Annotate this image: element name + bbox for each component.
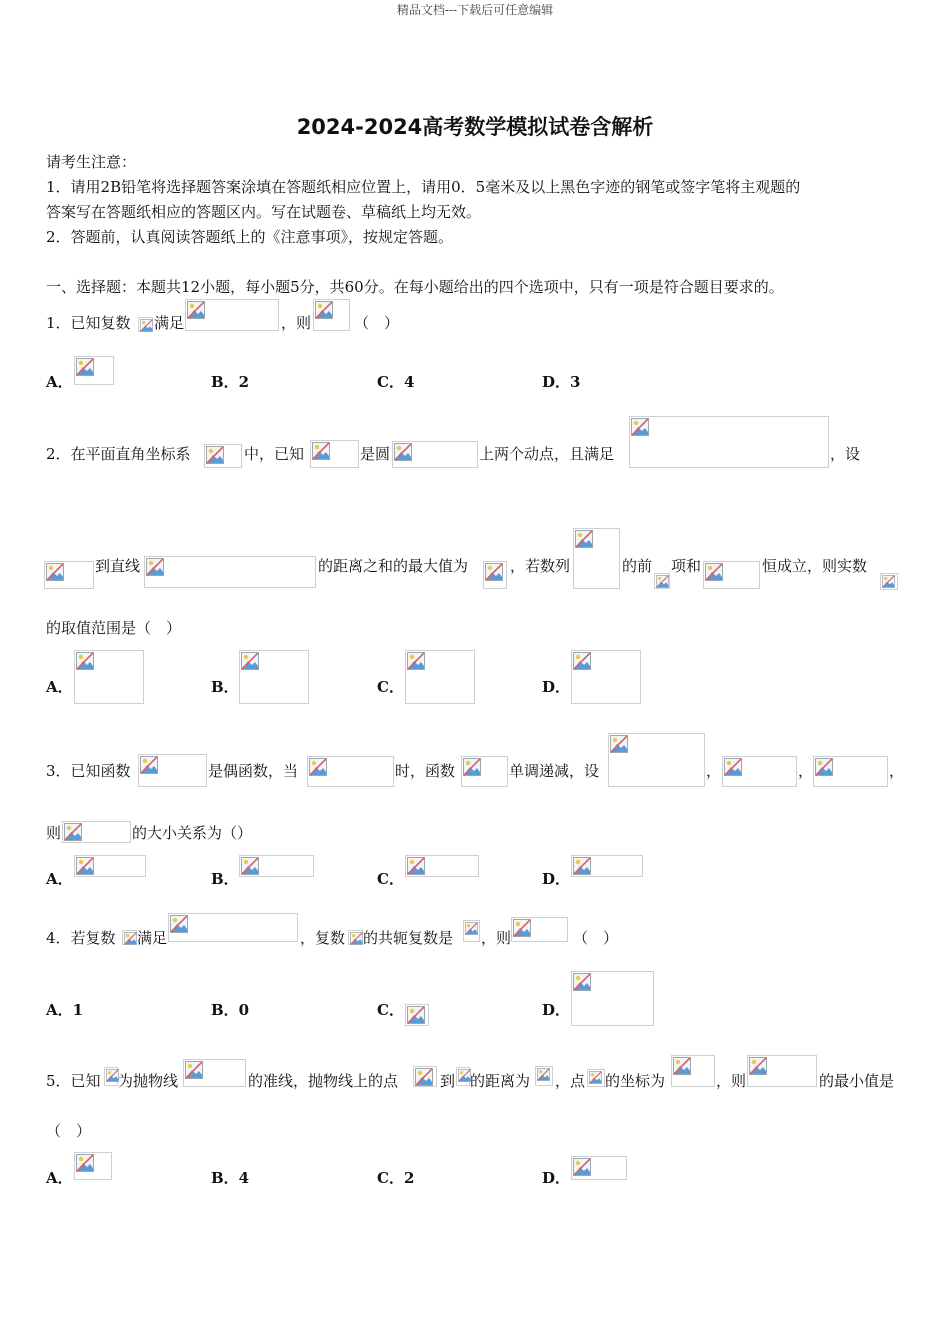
broken-image-icon	[309, 758, 327, 776]
broken-image-icon	[705, 563, 723, 581]
broken-image-icon	[241, 857, 259, 875]
q2-formula-image	[483, 561, 507, 589]
q5-option-c: C．2	[377, 1169, 415, 1187]
q3-formula-image	[138, 754, 207, 787]
q5-text-f: ，点	[555, 1072, 586, 1090]
q2-text-c: 是圆	[360, 445, 391, 463]
broken-image-icon	[815, 758, 833, 776]
q4-text-b: 满足	[137, 929, 168, 947]
notice-line-2: 答案写在答题纸相应的答题区内。写在试题卷、草稿纸上均无效。	[46, 203, 482, 221]
notice-line-3: 2．答题前，认真阅读答题纸上的《注意事项》，按规定答题。	[46, 228, 454, 246]
q5-text-d: 到	[440, 1072, 456, 1090]
broken-image-icon	[573, 652, 591, 670]
q1-formula-image	[313, 299, 350, 331]
q4-option-c: C．	[377, 1001, 404, 1019]
q3-text-f: 的大小关系为（）	[132, 824, 253, 842]
q2-text-e: ，设	[830, 445, 861, 463]
q1-formula-image	[138, 317, 153, 332]
q2-option-a: A．	[46, 678, 73, 696]
q4-text-c: ，复数	[300, 929, 346, 947]
q5-option-b: B．4	[211, 1169, 250, 1187]
q4-option-d: D．	[542, 1001, 571, 1019]
q2-text-j: 项和	[671, 557, 702, 575]
q3-text-a: 3．已知函数	[46, 762, 131, 780]
q2-text-h: ，若数列	[510, 557, 571, 575]
q4-option-a: A．1	[46, 1001, 84, 1019]
notice-line-1: 1．请用2B铅笔将选择题答案涂填在答题纸相应位置上，请用0．5毫米及以上黑色字迹的钢笔或签字笔将主观题的	[46, 178, 801, 196]
broken-image-icon	[185, 1061, 203, 1079]
q3-formula-image	[461, 756, 508, 787]
q4-text-d: 的共轭复数是	[363, 929, 454, 947]
q5-text-j: （ ）	[46, 1122, 92, 1140]
q5-text-c: 的准线，抛物线上的点	[248, 1072, 399, 1090]
broken-image-icon	[749, 1057, 767, 1075]
page-header: 精品文档---下载后可任意编辑	[396, 3, 554, 17]
broken-image-icon	[575, 530, 593, 548]
q3-option-b: B．	[211, 870, 239, 888]
broken-image-icon	[124, 932, 137, 945]
broken-image-icon	[187, 301, 205, 319]
q3-comma: ，	[706, 762, 722, 780]
page-title: 2024-2024高考数学模拟试卷含解析	[296, 115, 654, 139]
broken-image-icon	[485, 563, 503, 581]
q2-formula-image	[44, 561, 94, 589]
broken-image-icon	[610, 735, 628, 753]
q1-text-c: ，则	[281, 314, 312, 332]
q2-formula-image	[573, 528, 620, 589]
q1-option-c: C．4	[377, 373, 415, 391]
q3-option-d: D．	[542, 870, 571, 888]
q2-option-d-image	[571, 650, 641, 704]
broken-image-icon	[241, 652, 259, 670]
q4-text-f: （ ）	[573, 929, 619, 947]
q2-option-c: C．	[377, 678, 404, 696]
q4-text-e: ，则	[481, 929, 512, 947]
q2-text-b: 中，已知	[244, 445, 305, 463]
q2-text-l: 的取值范围是（ ）	[46, 619, 182, 637]
q2-formula-image	[204, 444, 242, 468]
broken-image-icon	[573, 1158, 591, 1176]
q2-formula-image	[629, 416, 829, 468]
broken-image-icon	[415, 1068, 433, 1086]
q5-formula-image	[104, 1067, 118, 1086]
broken-image-icon	[513, 919, 531, 937]
broken-image-icon	[76, 857, 94, 875]
q5-formula-image	[747, 1055, 817, 1087]
broken-image-icon	[573, 973, 591, 991]
broken-image-icon	[350, 932, 363, 945]
broken-image-icon	[463, 758, 481, 776]
q5-formula-image	[413, 1066, 437, 1087]
q3-formula-image	[608, 733, 705, 787]
q3-option-c-image	[405, 855, 479, 877]
broken-image-icon	[407, 1006, 425, 1024]
q4-formula-image	[463, 920, 480, 942]
q5-option-a: A．	[46, 1169, 73, 1187]
broken-image-icon	[537, 1068, 550, 1081]
q3-formula-image	[307, 756, 394, 787]
q5-text-g: 的坐标为	[605, 1072, 666, 1090]
q3-formula-image	[813, 756, 888, 787]
broken-image-icon	[465, 922, 478, 935]
q5-formula-image	[587, 1069, 605, 1087]
section-heading: 一、选择题：本题共12小题，每小题5分，共60分。在每小题给出的四个选项中，只有一项是符合题目要求的。	[46, 278, 784, 296]
q5-text-b: 为抛物线	[118, 1072, 179, 1090]
q3-text-b: 是偶函数，当	[208, 762, 299, 780]
q5-option-a-image	[74, 1152, 112, 1180]
broken-image-icon	[882, 575, 895, 588]
q3-option-a: A．	[46, 870, 73, 888]
q2-formula-image	[703, 561, 760, 589]
broken-image-icon	[76, 358, 94, 376]
q2-formula-image	[880, 573, 898, 590]
q3-option-a-image	[74, 855, 146, 877]
q1-option-d: D．3	[542, 373, 581, 391]
q3-option-d-image	[571, 855, 643, 877]
q2-text-i: 的前	[622, 557, 653, 575]
broken-image-icon	[724, 758, 742, 776]
q2-option-d: D．	[542, 678, 571, 696]
broken-image-icon	[394, 443, 412, 461]
q4-formula-image	[511, 917, 568, 942]
q2-option-c-image	[405, 650, 475, 704]
q4-option-d-image	[571, 971, 654, 1026]
q5-formula-image	[535, 1066, 553, 1086]
broken-image-icon	[315, 301, 333, 319]
broken-image-icon	[656, 575, 669, 588]
q1-formula-image	[185, 299, 279, 331]
broken-image-icon	[631, 418, 649, 436]
q5-formula-image	[456, 1067, 470, 1086]
q5-option-d-image	[571, 1156, 627, 1180]
q2-text-d: 上两个动点，且满足	[479, 445, 615, 463]
q4-text-a: 4．若复数	[46, 929, 116, 947]
q5-text-i: 的最小值是	[819, 1072, 895, 1090]
broken-image-icon	[76, 652, 94, 670]
broken-image-icon	[170, 915, 188, 933]
q5-text-h: ，则	[716, 1072, 747, 1090]
q2-formula-image	[144, 556, 316, 588]
q4-formula-image	[122, 930, 137, 945]
q4-option-c-image	[405, 1004, 429, 1026]
q4-formula-image	[168, 913, 298, 942]
q3-comma: ，	[798, 762, 814, 780]
q5-text-e: 的距离为	[470, 1072, 531, 1090]
q3-option-c: C．	[377, 870, 404, 888]
broken-image-icon	[573, 857, 591, 875]
q2-formula-image	[392, 441, 478, 468]
q2-formula-image	[654, 573, 670, 589]
q1-option-a: A．	[46, 373, 73, 391]
q3-text-e: 则	[46, 824, 62, 842]
q1-text-a: 1．已知复数	[46, 314, 131, 332]
q3-text-c: 时，函数	[395, 762, 456, 780]
q3-formula-image	[62, 821, 131, 843]
q2-option-b: B．	[211, 678, 239, 696]
q2-option-a-image	[74, 650, 144, 704]
broken-image-icon	[140, 319, 153, 332]
q4-formula-image	[348, 930, 363, 945]
broken-image-icon	[673, 1057, 691, 1075]
broken-image-icon	[76, 1154, 94, 1172]
q2-option-b-image	[239, 650, 309, 704]
q1-option-b: B．2	[211, 373, 250, 391]
q3-formula-image	[722, 756, 797, 787]
broken-image-icon	[206, 446, 224, 464]
q1-text-b: 满足	[154, 314, 185, 332]
q2-text-f: 到直线	[95, 557, 141, 575]
q1-text-d: （ ）	[354, 314, 400, 332]
q1-option-a-image	[74, 356, 114, 385]
broken-image-icon	[46, 563, 64, 581]
q3-comma: ，	[889, 762, 905, 780]
notice-heading: 请考生注意：	[46, 153, 137, 171]
q3-text-d: 单调递减，设	[509, 762, 600, 780]
q3-option-b-image	[239, 855, 314, 877]
q2-text-a: 2．在平面直角坐标系	[46, 445, 191, 463]
broken-image-icon	[146, 558, 164, 576]
q5-formula-image	[671, 1055, 715, 1087]
q5-text-a: 5．已知	[46, 1072, 101, 1090]
broken-image-icon	[64, 823, 82, 841]
broken-image-icon	[407, 652, 425, 670]
q4-option-b: B．0	[211, 1001, 250, 1019]
q2-formula-image	[310, 440, 359, 468]
q5-formula-image	[183, 1059, 246, 1087]
broken-image-icon	[589, 1071, 602, 1084]
broken-image-icon	[407, 857, 425, 875]
q2-text-g: 的距离之和的最大值为	[318, 557, 469, 575]
q5-option-d: D．	[542, 1169, 571, 1187]
broken-image-icon	[312, 442, 330, 460]
q2-text-k: 恒成立，则实数	[762, 557, 868, 575]
broken-image-icon	[140, 756, 158, 774]
